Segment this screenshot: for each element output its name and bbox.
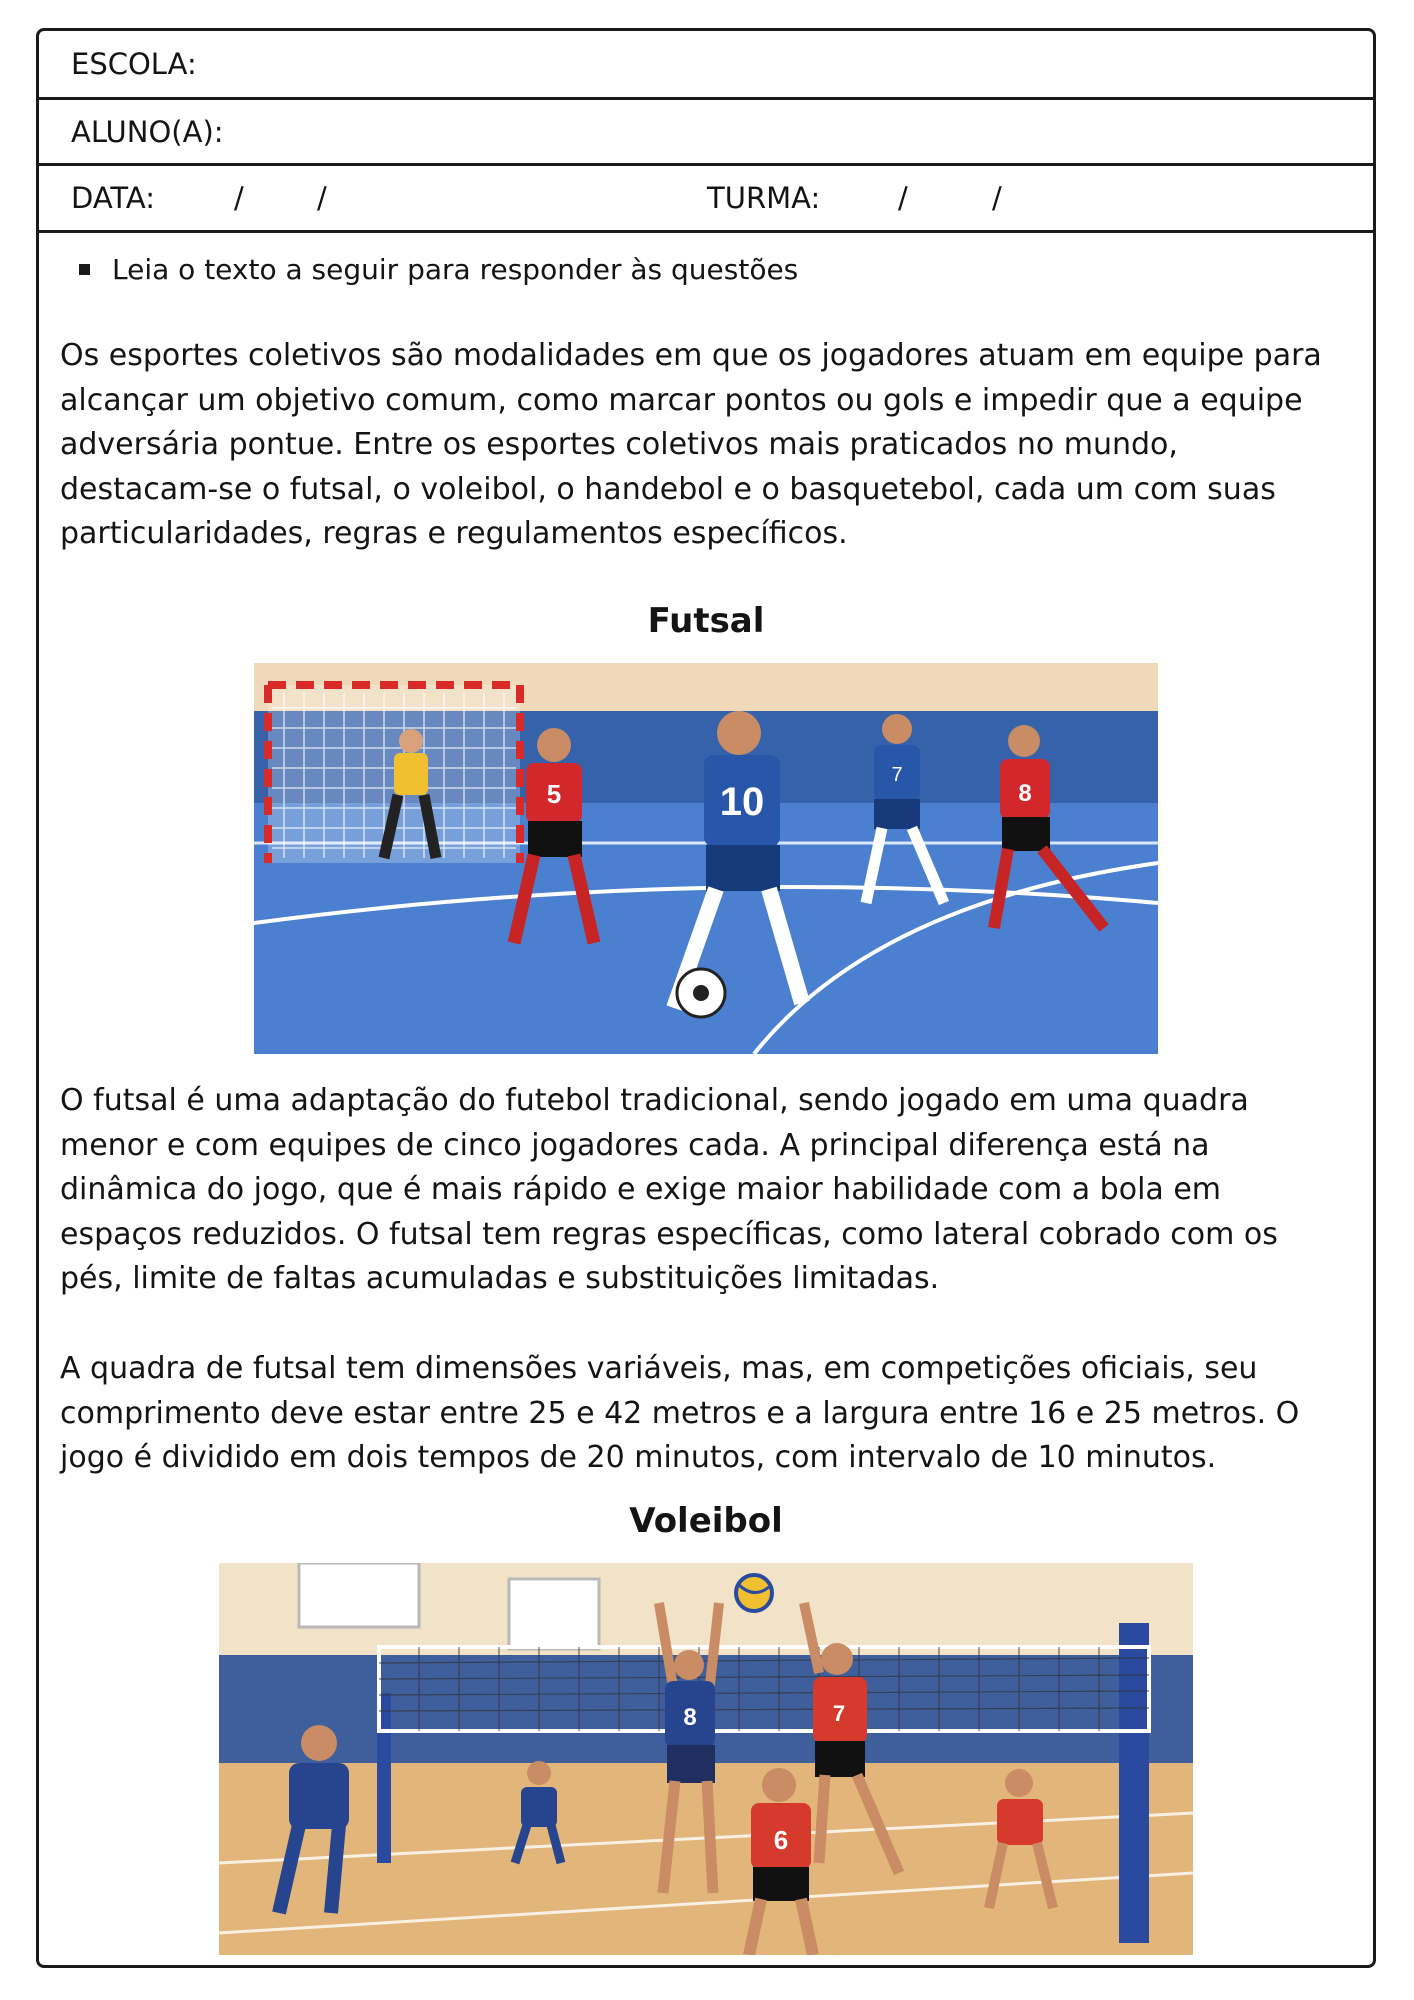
- turma-slash-1: /: [898, 181, 908, 215]
- intro-line: alcançar um objetivo comum, como marcar pontos ou gols e impedir que a equipe: [60, 382, 1303, 418]
- data-label: DATA:: [71, 181, 155, 215]
- turma-slash-2: /: [992, 181, 1002, 215]
- volleyball-icon: [736, 1575, 772, 1611]
- header-row-aluno: [39, 100, 1373, 166]
- futsal-line: pés, limite de faltas acumuladas e substituições limitadas.: [60, 1261, 940, 1296]
- aluno-label: ALUNO(A):: [71, 114, 224, 149]
- jersey-number: 8: [683, 1704, 697, 1731]
- futsal-line: espaços reduzidos. O futsal tem regras específicas, como lateral cobrado com os: [60, 1216, 1278, 1252]
- intro-line: destacam-se o futsal, o voleibol, o handebol e o basquetebol, cada um com suas: [60, 471, 1276, 507]
- turma-label: TURMA:: [707, 181, 821, 215]
- futsal-line: comprimento deve estar entre 25 e 42 metros e a largura entre 16 e 25 metros. O: [60, 1395, 1300, 1431]
- header-row-data-turma: [39, 166, 1373, 233]
- instruction-text: Leia o texto a seguir para responder às questões: [112, 253, 799, 286]
- futsal-line: jogo é dividido em dois tempos de 20 minutos, com intervalo de 10 minutos.: [60, 1440, 1217, 1475]
- futsal-paragraph-1: [60, 1079, 1360, 1302]
- escola-label: ESCOLA:: [71, 47, 197, 81]
- data-slash-2: /: [317, 181, 327, 215]
- intro-paragraph: [60, 334, 1360, 557]
- futsal-paragraph-2: [60, 1347, 1360, 1481]
- intro-line: particularidades, regras e regulamentos específicos.: [60, 516, 848, 551]
- data-slash-1: /: [234, 181, 244, 215]
- futsal-title: Futsal: [647, 601, 765, 641]
- jersey-number: 7: [832, 1701, 846, 1726]
- jersey-number: 10: [719, 780, 765, 824]
- jersey-number: 8: [1018, 780, 1032, 807]
- intro-line: Os esportes coletivos são modalidades em que os jogadores atuam em equipe para: [60, 338, 1322, 373]
- intro-line: adversária pontue. Entre os esportes coletivos mais praticados no mundo,: [60, 427, 1178, 462]
- header-row-escola: [39, 31, 1373, 100]
- instruction: [61, 253, 798, 286]
- futsal-line: dinâmica do jogo, que é mais rápido e exige maior habilidade com a bola em: [60, 1172, 1222, 1207]
- jersey-number: 6: [773, 1825, 789, 1855]
- jersey-number: 5: [546, 779, 562, 809]
- futsal-line: A quadra de futsal tem dimensões variáveis, mas, em competições oficiais, seu: [60, 1351, 1258, 1386]
- voleibol-title: Voleibol: [629, 1501, 783, 1541]
- voleibol-illustration: [219, 1563, 1193, 1955]
- worksheet: [36, 28, 1376, 1968]
- futsal-illustration: [254, 663, 1158, 1054]
- futsal-line: menor e com equipes de cinco jogadores cada. A principal diferença está na: [60, 1127, 1210, 1163]
- bullet-square-icon: [79, 264, 90, 275]
- futsal-line: O futsal é uma adaptação do futebol tradicional, sendo jogado em uma quadra: [60, 1083, 1249, 1118]
- jersey-number: 7: [891, 764, 903, 786]
